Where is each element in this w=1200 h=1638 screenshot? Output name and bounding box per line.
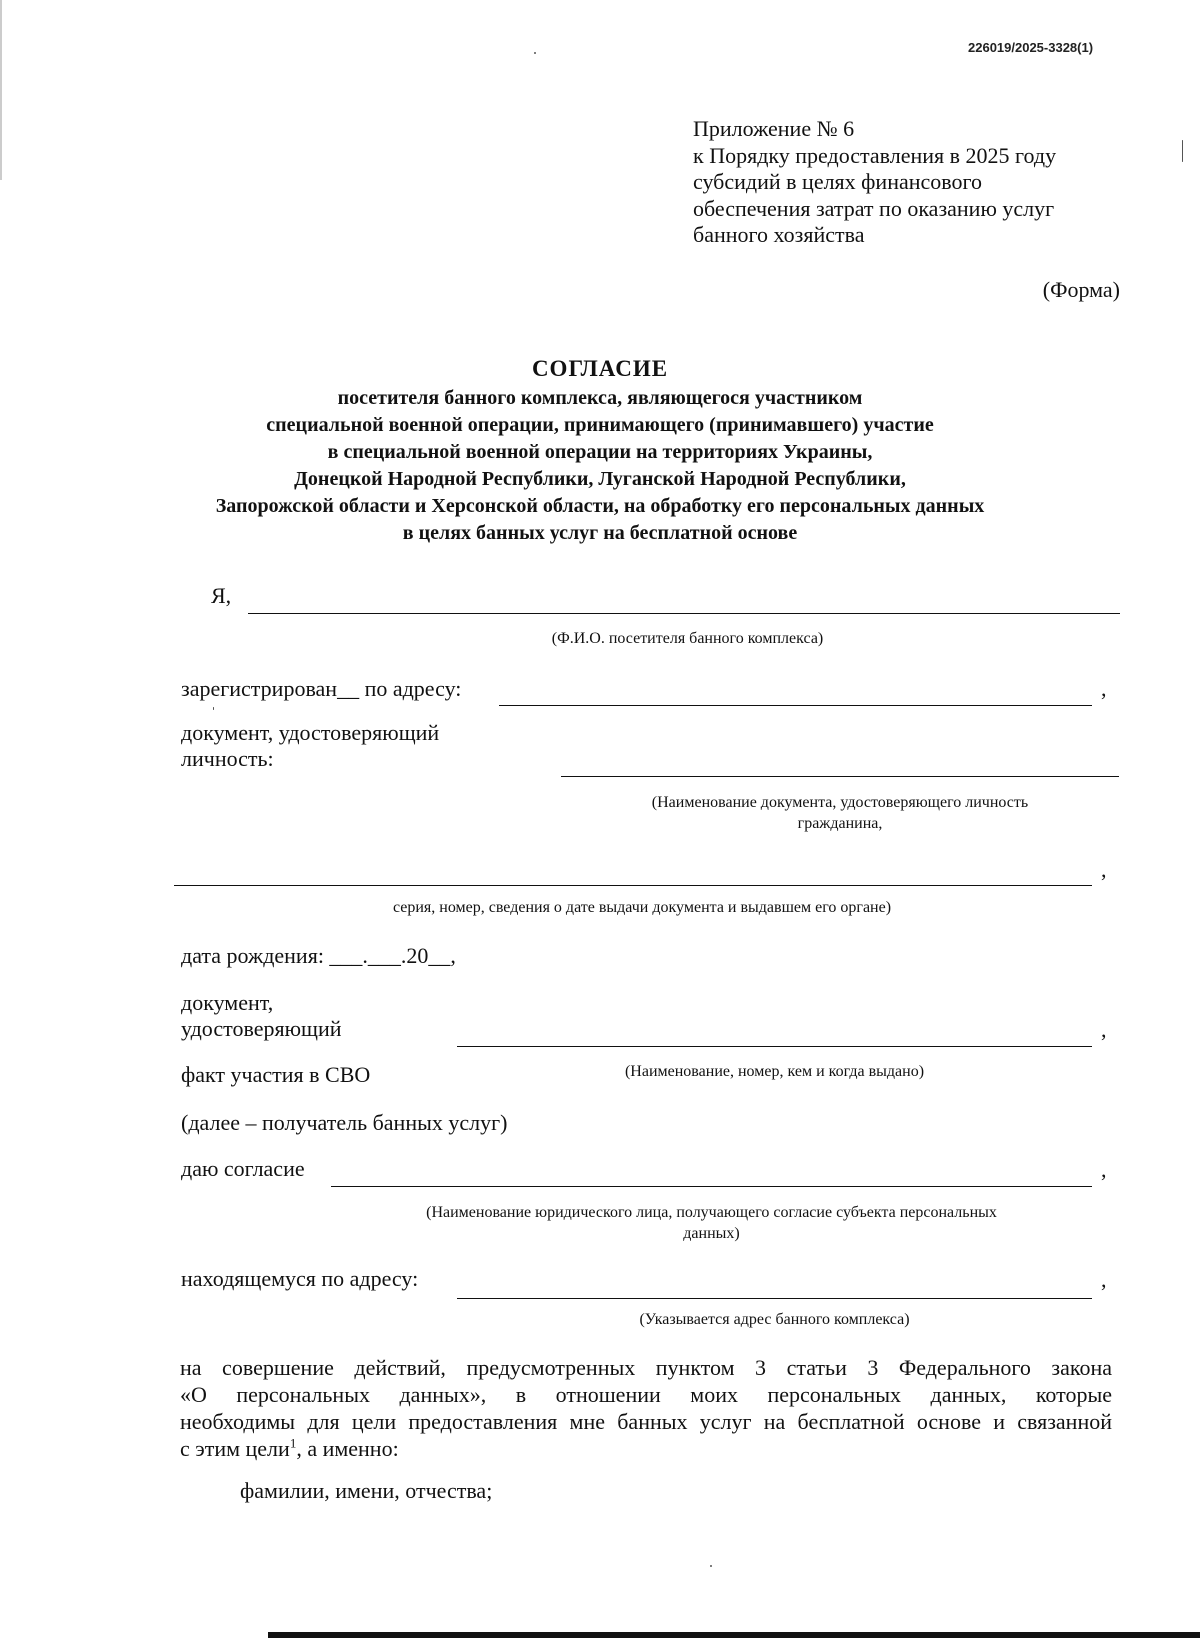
subtitle-line: Донецкой Народной Республики, Луганской Народной Республики, bbox=[294, 468, 906, 490]
paragraph-line: «О персональных данных», в отношении моих персональных данных, которые bbox=[180, 1382, 1112, 1407]
scan-speck bbox=[534, 52, 536, 54]
subtitle-line: в целях банных услуг на бесплатной основе bbox=[402, 522, 798, 544]
id-document-caption bbox=[561, 792, 1119, 834]
subtitle-line: Запорожской области и Херсонской области, на обработку его персональных данных bbox=[215, 495, 985, 517]
location-address-label: находящемуся по адресу: bbox=[181, 1266, 419, 1291]
document-subtitle bbox=[100, 385, 1100, 547]
ya-label: Я, bbox=[211, 583, 232, 608]
comma: , bbox=[1101, 1267, 1107, 1292]
registered-label: зарегистрирован__ по адресу: bbox=[181, 676, 462, 701]
comma: , bbox=[1101, 1017, 1107, 1042]
id-document-caption-line: гражданина, bbox=[797, 815, 883, 832]
appendix-line: Приложение № 6 bbox=[693, 116, 855, 141]
legal-entity-caption-line: (Наименование юридического лица, получающего согласие субъекта персональных bbox=[426, 1204, 997, 1221]
svo-document-blank-line[interactable] bbox=[457, 1046, 1092, 1047]
form-label: (Форма) bbox=[1042, 277, 1120, 302]
recipient-note: (далее – получатель банных услуг) bbox=[181, 1110, 508, 1135]
id-document-label bbox=[181, 720, 439, 772]
id-document-label-line: личность: bbox=[181, 746, 274, 771]
scan-bottom-edge bbox=[268, 1632, 1200, 1638]
subtitle-line: посетителя банного комплекса, являющегося участником bbox=[337, 387, 863, 409]
id-details-blank-line[interactable] bbox=[174, 885, 1092, 886]
location-address-blank-line[interactable] bbox=[457, 1298, 1092, 1299]
list-item: фамилии, имени, отчества; bbox=[240, 1478, 493, 1503]
svo-document-label-line: удостоверяющий bbox=[181, 1016, 342, 1041]
address-blank-line[interactable] bbox=[499, 705, 1092, 706]
appendix-line: субсидий в целях финансового bbox=[693, 169, 982, 194]
paragraph-line: необходимы для цели предоставления мне банных услуг на бесплатной основе и связанной bbox=[180, 1409, 1112, 1434]
comma: , bbox=[1101, 676, 1107, 701]
consent-label: даю согласие bbox=[181, 1156, 305, 1181]
appendix-line: банного хозяйства bbox=[693, 222, 865, 247]
svo-fact-label: факт участия в СВО bbox=[181, 1062, 371, 1087]
id-document-label-line: документ, удостоверяющий bbox=[181, 720, 440, 745]
svo-document-label bbox=[181, 990, 342, 1042]
series-caption: серия, номер, сведения о дате выдачи документа и выдавшем его органе) bbox=[392, 899, 892, 916]
document-title: СОГЛАСИЕ bbox=[531, 356, 669, 381]
id-document-blank-line[interactable] bbox=[561, 776, 1119, 777]
comma: , bbox=[1101, 1157, 1107, 1182]
scan-speck bbox=[1182, 140, 1183, 162]
legal-entity-caption bbox=[331, 1202, 1092, 1244]
comma: , bbox=[1101, 857, 1107, 882]
paragraph-text: , а именно: bbox=[296, 1436, 399, 1461]
legal-entity-caption-line: данных) bbox=[683, 1225, 740, 1242]
paragraph-line bbox=[180, 1435, 1112, 1462]
scan-edge bbox=[0, 0, 2, 180]
scan-speck bbox=[213, 707, 214, 710]
birth-date-label: дата рождения: ___.___.20__, bbox=[181, 943, 456, 968]
svo-document-label-line: документ, bbox=[181, 990, 274, 1015]
document-number: 226019/2025-3328(1) bbox=[968, 40, 1094, 55]
location-address-caption: (Указывается адрес банного комплекса) bbox=[639, 1311, 910, 1328]
legal-entity-blank-line[interactable] bbox=[331, 1186, 1092, 1187]
fio-blank-line[interactable] bbox=[248, 613, 1120, 614]
appendix-line: к Порядку предоставления в 2025 году bbox=[693, 142, 1057, 168]
footnote-marker[interactable]: 1 bbox=[289, 1435, 297, 1451]
paragraph-line: на совершение действий, предусмотренных пунктом 3 статьи 3 Федерального закона bbox=[180, 1355, 1112, 1380]
appendix-reference bbox=[693, 116, 1133, 249]
scan-speck bbox=[710, 1565, 712, 1567]
consent-paragraph bbox=[180, 1354, 1112, 1462]
appendix-line: обеспечения затрат по оказанию услуг bbox=[693, 195, 1055, 221]
subtitle-line: в специальной военной операции на территориях Украины, bbox=[327, 441, 873, 463]
svo-document-caption: (Наименование, номер, кем и когда выдано) bbox=[624, 1063, 925, 1080]
fio-caption: (Ф.И.О. посетителя банного комплекса) bbox=[551, 630, 824, 647]
subtitle-line: специальной военной операции, принимающего (принимавшего) участие bbox=[266, 414, 934, 436]
id-document-caption-line: (Наименование документа, удостоверяющего личность bbox=[651, 794, 1029, 811]
paragraph-text: с этим цели bbox=[180, 1436, 290, 1461]
